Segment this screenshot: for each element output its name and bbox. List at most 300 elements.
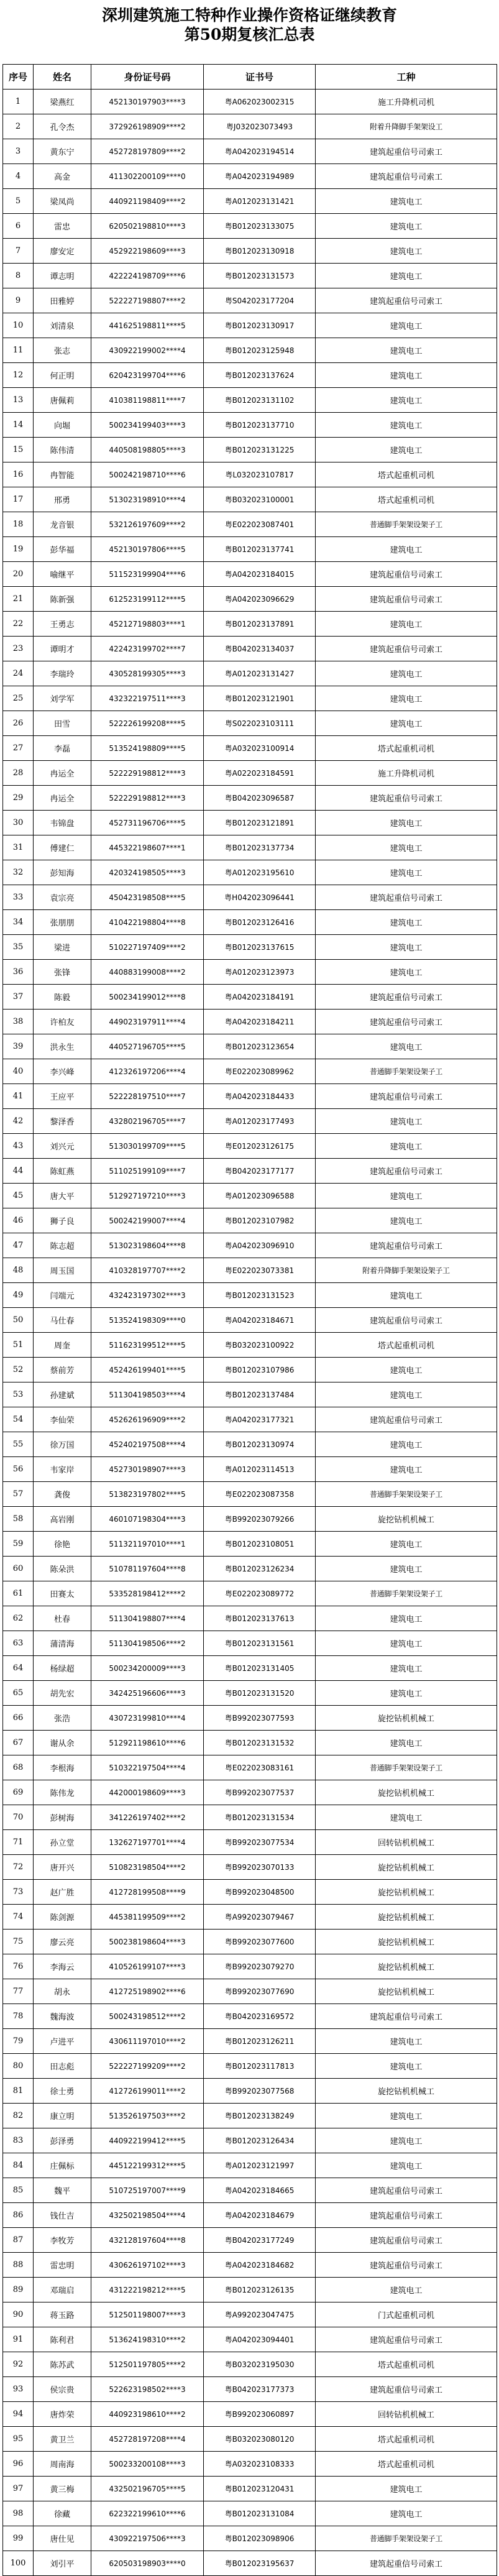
person-name: 孔令杰: [34, 114, 91, 139]
certificate-number: 粤B012023137615: [204, 935, 316, 960]
row-index: 84: [3, 2153, 34, 2178]
job-type: 旋挖钻机机械工: [316, 1905, 497, 1930]
person-name: 雷忠: [34, 214, 91, 239]
id-number: 500242199007****4: [91, 1208, 204, 1233]
id-number: 513526197503****2: [91, 2104, 204, 2128]
job-type: 建筑电工: [316, 1805, 497, 1830]
row-index: 14: [3, 413, 34, 438]
id-number: 452728197809****2: [91, 139, 204, 164]
certificate-number: 粤B012023130918: [204, 239, 316, 264]
row-index: 61: [3, 1581, 34, 1606]
person-name: 田赛太: [34, 1581, 91, 1606]
id-number: 412726199011****2: [91, 2079, 204, 2104]
job-type: 旋挖钻机机械工: [316, 1507, 497, 1532]
person-name: 庄佩标: [34, 2153, 91, 2178]
id-number: 513524198809****5: [91, 736, 204, 761]
job-type: 旋挖钻机机械工: [316, 1979, 497, 2004]
table-row: [3, 2054, 497, 2079]
id-number: 500234199403****3: [91, 413, 204, 438]
table-row: [3, 1954, 497, 1979]
row-index: 42: [3, 1109, 34, 1134]
person-name: 马仕春: [34, 1308, 91, 1333]
id-number: 511304198503****4: [91, 1382, 204, 1407]
person-name: 谢从余: [34, 1731, 91, 1755]
person-name: 田志彪: [34, 2054, 91, 2079]
job-type: 建筑起重信号司索工: [316, 1159, 497, 1184]
certificate-number: 粤B012023108051: [204, 1532, 316, 1557]
table-row: [3, 512, 497, 537]
header-certificate-number: 证书号: [204, 65, 316, 90]
job-type: 建筑电工: [316, 438, 497, 462]
job-type: 旋挖钻机机械工: [316, 1880, 497, 1905]
row-index: 35: [3, 935, 34, 960]
table-row: [3, 935, 497, 960]
id-number: 460107198304****3: [91, 1507, 204, 1532]
row-index: 58: [3, 1507, 34, 1532]
id-number: 511304198506****2: [91, 1631, 204, 1656]
job-type: 建筑起重信号司索工: [316, 786, 497, 811]
job-type: 建筑电工: [316, 1134, 497, 1159]
certificate-number: 粤A992023047475: [204, 2302, 316, 2327]
id-number: 440527196705****5: [91, 1034, 204, 1059]
job-type: 塔式起重机司机: [316, 462, 497, 487]
job-type: 普通脚手架架设架子工: [316, 1059, 497, 1084]
row-index: 78: [3, 2004, 34, 2029]
job-type: 建筑电工: [316, 313, 497, 338]
person-name: 徐艳: [34, 1532, 91, 1557]
row-index: 72: [3, 1855, 34, 1880]
table-row: [3, 288, 497, 313]
person-name: 周奎: [34, 1333, 91, 1358]
table-row: [3, 1930, 497, 1954]
row-index: 76: [3, 1954, 34, 1979]
table-row: [3, 1382, 497, 1407]
table-row: [3, 462, 497, 487]
certificate-number: 粤A042023184211: [204, 1010, 316, 1034]
header-id-number: 身份证号码: [91, 65, 204, 90]
job-type: 建筑电工: [316, 910, 497, 935]
job-type: 旋挖钻机机械工: [316, 1780, 497, 1805]
certificate-number: 粤B012023137484: [204, 1382, 316, 1407]
person-name: 刘兴元: [34, 1134, 91, 1159]
id-number: 500234199012****8: [91, 985, 204, 1010]
job-type: 附着升降脚手架架设架子工: [316, 1258, 497, 1283]
table-row: [3, 2253, 497, 2278]
id-number: 440923198610****2: [91, 2402, 204, 2427]
job-type: 旋挖钻机机械工: [316, 1706, 497, 1731]
job-type: 建筑起重信号司索工: [316, 1233, 497, 1258]
person-name: 胡永: [34, 1979, 91, 2004]
row-index: 41: [3, 1084, 34, 1109]
certificate-number: 粤B992023048500: [204, 1880, 316, 1905]
id-number: 412326197206****4: [91, 1059, 204, 1084]
job-type: 塔式起重机司机: [316, 736, 497, 761]
id-number: 612523199112****5: [91, 587, 204, 612]
certificate-number: 粤B042023169572: [204, 2004, 316, 2029]
job-type: 建筑起重信号司索工: [316, 587, 497, 612]
row-index: 79: [3, 2029, 34, 2054]
table-row: [3, 1532, 497, 1557]
id-number: 431222198212****5: [91, 2278, 204, 2302]
person-name: 唐炸荣: [34, 2402, 91, 2427]
certificate-number: 粤E022023087401: [204, 512, 316, 537]
table-row: [3, 1084, 497, 1109]
table-row: [3, 2278, 497, 2302]
id-number: 449023197911****4: [91, 1010, 204, 1034]
person-name: 陈朵洪: [34, 1557, 91, 1581]
certificate-number: 粤B012023131534: [204, 1805, 316, 1830]
id-number: 513823197802****5: [91, 1482, 204, 1507]
id-number: 510322197504****4: [91, 1755, 204, 1780]
certificate-number: 粤B042023177249: [204, 2228, 316, 2253]
job-type: 塔式起重机司机: [316, 2452, 497, 2477]
row-index: 81: [3, 2079, 34, 2104]
job-type: 建筑电工: [316, 811, 497, 835]
row-index: 2: [3, 114, 34, 139]
row-index: 60: [3, 1557, 34, 1581]
person-name: 徐藏: [34, 2501, 91, 2526]
job-type: 施工升降机司机: [316, 90, 497, 114]
certificate-number: 粤B032023195030: [204, 2352, 316, 2377]
table-row: [3, 1979, 497, 2004]
person-name: 陈新强: [34, 587, 91, 612]
table-row: [3, 388, 497, 413]
person-name: 李根海: [34, 1755, 91, 1780]
row-index: 49: [3, 1283, 34, 1308]
certificate-number: 粤S022023103111: [204, 711, 316, 736]
row-index: 83: [3, 2128, 34, 2153]
row-index: 56: [3, 1457, 34, 1482]
table-row: [3, 1159, 497, 1184]
table-row: [3, 885, 497, 910]
person-name: 梁进: [34, 935, 91, 960]
table-row: [3, 1333, 497, 1358]
person-name: 黄卫兰: [34, 2427, 91, 2452]
person-name: 陈剑源: [34, 1905, 91, 1930]
job-type: 门式起重机司机: [316, 2302, 497, 2327]
certificate-number: 粤A042023096910: [204, 1233, 316, 1258]
table-row: [3, 189, 497, 214]
row-index: 50: [3, 1308, 34, 1333]
row-index: 12: [3, 363, 34, 388]
id-number: 441625198811****5: [91, 313, 204, 338]
table-row: [3, 2153, 497, 2178]
certificate-number: 粤A042023184665: [204, 2178, 316, 2203]
person-name: 蒋玉路: [34, 2302, 91, 2327]
certificate-number: 粤B032023100922: [204, 1333, 316, 1358]
id-number: 410422198804****8: [91, 910, 204, 935]
row-index: 87: [3, 2228, 34, 2253]
certificate-number: 粤B042023096587: [204, 786, 316, 811]
id-number: 513624198310****2: [91, 2327, 204, 2352]
id-number: 512501197805****2: [91, 2352, 204, 2377]
table-row: [3, 114, 497, 139]
person-name: 黄三梅: [34, 2477, 91, 2501]
certificate-number: 粤B012023126135: [204, 2278, 316, 2302]
row-index: 93: [3, 2377, 34, 2402]
job-type: 建筑电工: [316, 1034, 497, 1059]
table-row: [3, 1358, 497, 1382]
row-index: 20: [3, 562, 34, 587]
row-index: 48: [3, 1258, 34, 1283]
row-index: 26: [3, 711, 34, 736]
certificate-number: 粤A022023184591: [204, 761, 316, 786]
person-name: 王勇志: [34, 612, 91, 637]
job-type: 建筑起重信号司索工: [316, 637, 497, 661]
certificate-number: 粤B992023079270: [204, 1954, 316, 1979]
id-number: 132627197701****4: [91, 1830, 204, 1855]
table-row: [3, 2327, 497, 2352]
person-name: 李海云: [34, 1954, 91, 1979]
job-type: 建筑电工: [316, 686, 497, 711]
id-number: 410328197707****2: [91, 1258, 204, 1283]
job-type: 建筑电工: [316, 1184, 497, 1208]
person-name: 喻继平: [34, 562, 91, 587]
row-index: 88: [3, 2253, 34, 2278]
id-number: 512501198007****3: [91, 2302, 204, 2327]
header-index: 序号: [3, 65, 34, 90]
table-row: [3, 2004, 497, 2029]
table-row: [3, 562, 497, 587]
table-row: [3, 1457, 497, 1482]
job-type: 建筑电工: [316, 1208, 497, 1233]
job-type: 建筑起重信号司索工: [316, 1308, 497, 1333]
job-type: 普通脚手架架设架子工: [316, 2526, 497, 2551]
row-index: 17: [3, 487, 34, 512]
certificate-number: 粤B012023137613: [204, 1606, 316, 1631]
id-number: 622322199610****6: [91, 2501, 204, 2526]
job-type: 建筑起重信号司索工: [316, 562, 497, 587]
row-index: 33: [3, 885, 34, 910]
row-index: 63: [3, 1631, 34, 1656]
person-name: 梁燕红: [34, 90, 91, 114]
certificate-number: 粤B012023131532: [204, 1731, 316, 1755]
table-row: [3, 1407, 497, 1432]
certificate-number: 粤A012023114513: [204, 1457, 316, 1482]
job-type: 建筑电工: [316, 1656, 497, 1681]
id-number: 411302200109****0: [91, 164, 204, 189]
job-type: 建筑电工: [316, 338, 497, 363]
job-type: 建筑起重信号司索工: [316, 2551, 497, 2576]
id-number: 445381199509****2: [91, 1905, 204, 1930]
id-number: 440921198409****2: [91, 189, 204, 214]
table-row: [3, 1134, 497, 1159]
id-number: 430723199810****4: [91, 1706, 204, 1731]
row-index: 18: [3, 512, 34, 537]
id-number: 513023198910****4: [91, 487, 204, 512]
table-row: [3, 1283, 497, 1308]
table-row: [3, 786, 497, 811]
certificate-number: 粤B032023080120: [204, 2427, 316, 2452]
id-number: 430611197010****2: [91, 2029, 204, 2054]
id-number: 452402197508****4: [91, 1432, 204, 1457]
certificate-number: 粤A042023184671: [204, 1308, 316, 1333]
row-index: 91: [3, 2327, 34, 2352]
row-index: 13: [3, 388, 34, 413]
job-type: 普通脚手架架设架子工: [316, 1482, 497, 1507]
person-name: 许柏友: [34, 1010, 91, 1034]
row-index: 97: [3, 2477, 34, 2501]
table-row: [3, 1308, 497, 1333]
certificate-number: 粤A042023094401: [204, 2327, 316, 2352]
id-number: 452730198907****3: [91, 1457, 204, 1482]
row-index: 96: [3, 2452, 34, 2477]
person-name: 何正明: [34, 363, 91, 388]
header-name: 姓名: [34, 65, 91, 90]
row-index: 73: [3, 1880, 34, 1905]
id-number: 500238198604****3: [91, 1930, 204, 1954]
job-type: 建筑电工: [316, 189, 497, 214]
row-index: 1: [3, 90, 34, 114]
id-number: 500243198512****2: [91, 2004, 204, 2029]
person-name: 袁宗亮: [34, 885, 91, 910]
certificate-number: 粤B012023131520: [204, 1681, 316, 1706]
job-type: 建筑电工: [316, 264, 497, 288]
row-index: 75: [3, 1930, 34, 1954]
certificate-number: 粤B012023131102: [204, 388, 316, 413]
id-number: 533528198412****2: [91, 1581, 204, 1606]
table-row: [3, 960, 497, 985]
job-type: 建筑起重信号司索工: [316, 2178, 497, 2203]
id-number: 452130197806****5: [91, 537, 204, 562]
certificate-number: 粤B992023079266: [204, 1507, 316, 1532]
table-row: [3, 1805, 497, 1830]
certificate-number: 粤E022023087358: [204, 1482, 316, 1507]
certificate-number: 粤J032023073493: [204, 114, 316, 139]
certificate-number: 粤H042023096441: [204, 885, 316, 910]
table-row: [3, 686, 497, 711]
person-name: 李磊: [34, 736, 91, 761]
person-name: 钱仕吉: [34, 2203, 91, 2228]
certificate-number: 粤B012023126234: [204, 1557, 316, 1581]
person-name: 狮子良: [34, 1208, 91, 1233]
id-number: 510823198504****2: [91, 1855, 204, 1880]
job-type: 旋挖钻机机械工: [316, 1930, 497, 1954]
certificate-number: 粤E022023083161: [204, 1755, 316, 1780]
person-name: 张朋朋: [34, 910, 91, 935]
table-row: [3, 1855, 497, 1880]
id-number: 452728197208****4: [91, 2427, 204, 2452]
table-row: [3, 2178, 497, 2203]
person-name: 陈伟龙: [34, 1780, 91, 1805]
certificate-number: 粤B012023195637: [204, 2551, 316, 2576]
row-index: 19: [3, 537, 34, 562]
person-name: 杨绿超: [34, 1656, 91, 1681]
certificate-number: 粤A012023121997: [204, 2153, 316, 2178]
row-index: 38: [3, 1010, 34, 1034]
person-name: 邢勇: [34, 487, 91, 512]
id-number: 620423199704****6: [91, 363, 204, 388]
id-number: 511321197010****1: [91, 1532, 204, 1557]
job-type: 建筑起重信号司索工: [316, 885, 497, 910]
certificate-number: 粤B012023131405: [204, 1656, 316, 1681]
certificate-number: 粤L032023107817: [204, 462, 316, 487]
job-type: 建筑起重信号司索工: [316, 2004, 497, 2029]
id-number: 341226197402****2: [91, 1805, 204, 1830]
id-number: 522623198502****3: [91, 2377, 204, 2402]
certificate-number: 粤E022023073381: [204, 1258, 316, 1283]
person-name: 彭泽勇: [34, 2128, 91, 2153]
id-number: 522227198807****2: [91, 288, 204, 313]
certificate-number: 粤B012023131084: [204, 2501, 316, 2526]
row-index: 66: [3, 1706, 34, 1731]
job-type: 建筑电工: [316, 2029, 497, 2054]
id-number: 432502196705****5: [91, 2477, 204, 2501]
table-row: [3, 2203, 497, 2228]
person-name: 孙立堂: [34, 1830, 91, 1855]
certificate-number: 粤B012023130974: [204, 1432, 316, 1457]
job-type: 建筑电工: [316, 1557, 497, 1581]
id-number: 512927197210****3: [91, 1184, 204, 1208]
id-number: 620502198810****3: [91, 214, 204, 239]
row-index: 74: [3, 1905, 34, 1930]
certificate-number: 粤A042023184015: [204, 562, 316, 587]
row-index: 92: [3, 2352, 34, 2377]
table-row: [3, 661, 497, 686]
person-name: 谭明才: [34, 637, 91, 661]
person-name: 梁凤尚: [34, 189, 91, 214]
table-row: [3, 1208, 497, 1233]
id-number: 452127198803****1: [91, 612, 204, 637]
table-row: [3, 313, 497, 338]
id-number: 445122199312****5: [91, 2153, 204, 2178]
job-type: 旋挖钻机机械工: [316, 2079, 497, 2104]
job-type: 建筑电工: [316, 2501, 497, 2526]
table-row: [3, 2377, 497, 2402]
table-row: [3, 239, 497, 264]
id-number: 522229198812****3: [91, 761, 204, 786]
job-type: 建筑电工: [316, 960, 497, 985]
person-name: 傅建仁: [34, 835, 91, 860]
table-row: [3, 1830, 497, 1855]
row-index: 53: [3, 1382, 34, 1407]
person-name: 侯宗贵: [34, 2377, 91, 2402]
person-name: 韦锦盘: [34, 811, 91, 835]
job-type: 回转钻机机械工: [316, 1830, 497, 1855]
person-name: 陈利君: [34, 2327, 91, 2352]
header-job-type: 工种: [316, 65, 497, 90]
certificate-number: 粤A012023123973: [204, 960, 316, 985]
certificate-number: 粤B992023070133: [204, 1855, 316, 1880]
id-number: 500242198710****6: [91, 462, 204, 487]
row-index: 80: [3, 2054, 34, 2079]
table-row: [3, 2526, 497, 2551]
job-type: 建筑电工: [316, 2104, 497, 2128]
job-type: 建筑起重信号司索工: [316, 1010, 497, 1034]
person-name: 魏海波: [34, 2004, 91, 2029]
table-row: [3, 1880, 497, 1905]
table-row: [3, 1755, 497, 1780]
table-row: [3, 2402, 497, 2427]
id-number: 412728199508****9: [91, 1880, 204, 1905]
table-row: [3, 1656, 497, 1681]
id-number: 511304198807****4: [91, 1606, 204, 1631]
id-number: 430922199002****4: [91, 338, 204, 363]
table-row: [3, 264, 497, 288]
person-name: 黄东宁: [34, 139, 91, 164]
person-name: 赵广胜: [34, 1880, 91, 1905]
table-row: [3, 910, 497, 935]
certificate-number: 粤A012023096588: [204, 1184, 316, 1208]
id-number: 442000198609****3: [91, 1780, 204, 1805]
table-row: [3, 2104, 497, 2128]
person-name: 蒲清海: [34, 1631, 91, 1656]
job-type: 普通脚手架架设架子工: [316, 512, 497, 537]
person-name: 彭知海: [34, 860, 91, 885]
certificate-number: 粤A042023194989: [204, 164, 316, 189]
job-type: 建筑电工: [316, 1532, 497, 1557]
table-row: [3, 1681, 497, 1706]
